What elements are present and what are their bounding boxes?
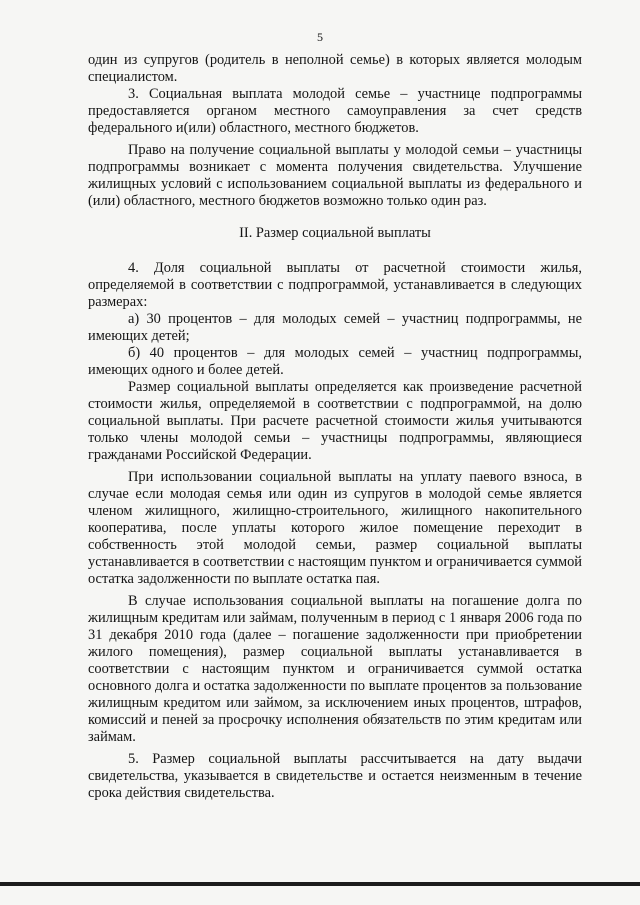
paragraph-payment-size: Размер социальной выплаты определяется как произведение расчетной стоимости жилья, определяемой в соответствии с подпрограммой, на долю социальной выплаты. При расчете расчетной стоимости жилья учитываются только члены молодой семьи – участницы подпрограммы, являющиеся гражданами Российской Федерации.	[88, 379, 582, 463]
paragraph-subitem-a: а) 30 процентов – для молодых семей – участниц подпрограммы, не имеющих детей;	[88, 311, 582, 344]
paragraph-right-to-payment: Право на получение социальной выплаты у молодой семьи – участницы подпрограммы возникает с момента получения свидетельства. Улучшение жилищных условий с использованием социальной выплаты из федерального и (или) областного, местного бюджетов возможно только один раз.	[88, 142, 582, 209]
paragraph-continuation: один из супругов (родитель в неполной семье) в которых является молодым специалистом.	[88, 52, 582, 85]
bottom-border-line	[0, 882, 640, 886]
page-number: 5	[317, 30, 323, 44]
paragraph-share-contribution: При использовании социальной выплаты на уплату паевого взноса, в случае если молодая семья или один из супругов в молодой семье является членом жилищного, жилищно-строительного, жилищного накопительного кооператива, после уплаты которого жилое помещение переходит в собственность этой молодой семьи, размер социальной выплаты устанавливается в соответствии с настоящим пунктом и ограничивается суммой остатка задолженности по выплате остатка пая.	[88, 469, 582, 587]
paragraph-item-5: 5. Размер социальной выплаты рассчитывается на дату выдачи свидетельства, указывается в свидетельстве и остается неизменным в течение срока действия свидетельства.	[88, 751, 582, 801]
section-heading: II. Размер социальной выплаты	[239, 225, 431, 241]
paragraph-loan-repayment: В случае использования социальной выплаты на погашение долга по жилищным кредитам или займам, полученным в период с 1 января 2006 года по 31 декабря 2010 года (далее – погашение задолженности при приобретении жилого помещения), размер социальной выплаты устанавливается в соответствии с настоящим пунктом и ограничивается суммой остатка основного долга и остатка задолженности по выплате процентов за пользование жилищным кредитом или займом, за исключением иных процентов, штрафов, комиссий и пеней за просрочку исполнения обязательств по этим кредитам или займам.	[88, 593, 582, 745]
paragraph-item-4: 4. Доля социальной выплаты от расчетной стоимости жилья, определяемой в соответствии с подпрограммой, устанавливается в следующих размерах:	[88, 260, 582, 310]
paragraph-item-3: 3. Социальная выплата молодой семье – участнице подпрограммы предоставляется органом местного самоуправления за счет средств федерального и(или) областного, местного бюджетов.	[88, 86, 582, 136]
document-body	[88, 52, 582, 802]
paragraph-subitem-b: б) 40 процентов – для молодых семей – участниц подпрограммы, имеющих одного и более детей.	[88, 345, 582, 378]
